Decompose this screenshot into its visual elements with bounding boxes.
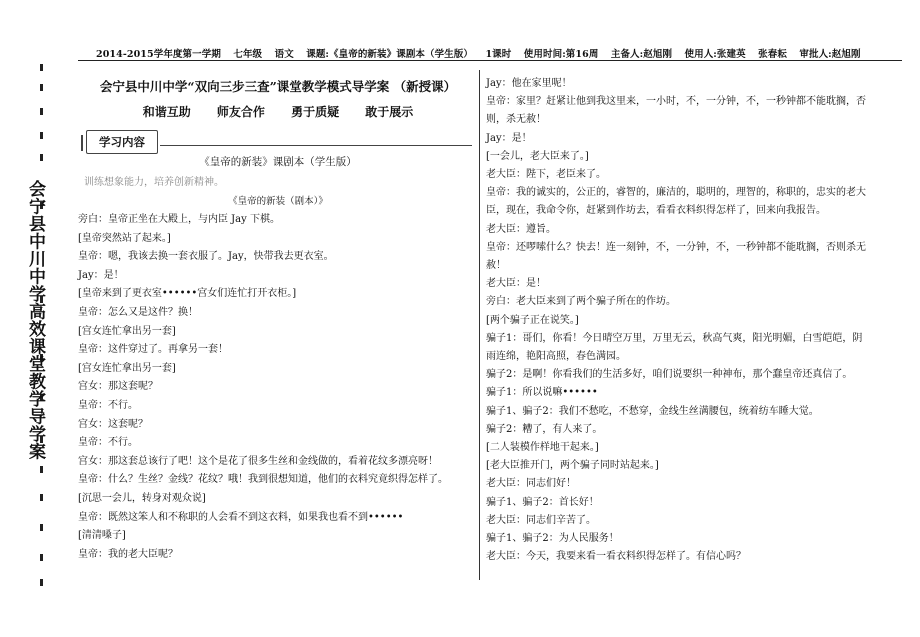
motto (78, 103, 478, 120)
script-line: 宫女：那这套呢？ (78, 381, 158, 393)
script-line: 雨连绵，艳阳高照，春色满园。 (486, 351, 626, 363)
script-line: [皇帝来到了更衣室••••••宫女们连忙打开衣柜。] (78, 288, 297, 300)
script-line: 皇帝：既然这笨人和不称职的人会看不到这衣料，如果我也看不到•••••• (78, 511, 404, 523)
script-line: 皇帝：我的老大臣呢？ (78, 548, 178, 560)
script-line: 皇帝：不行。 (78, 437, 138, 449)
script-line: [两个骗子正在说笑。] (486, 314, 579, 326)
header-subject: 语文 (274, 49, 294, 60)
header-approver: 审批人:赵旭刚 (799, 49, 861, 60)
script-line: 则，杀无赦！ (486, 114, 546, 126)
vertical-school-title: 会宁县中川中学高效课堂教学导学案 (25, 180, 45, 460)
script-line: 宫女：这套呢？ (78, 418, 148, 430)
script-line: 骗子1、骗子2：首长好！ (486, 496, 599, 508)
script-line: 旁白：老大臣来到了两个骗子所在的作坊。 (486, 296, 676, 308)
document-header (96, 46, 896, 60)
script-line: [老大臣推开门，两个骗子同时站起来。] (486, 460, 659, 472)
script-line: 皇帝：还啰嗦什么？快去！连一刻钟，不，一分钟，不，一秒钟都不能耽搁，否则杀无 (486, 241, 866, 253)
lesson-subtitle: 《皇帝的新装》课剧本（学生版） (199, 156, 357, 168)
left-script (78, 211, 478, 564)
script-line: 骗子1：所以说嘛•••••• (486, 387, 598, 399)
section-heading: 学习内容 (86, 130, 158, 154)
header-week: 使用时间:第16周 (523, 49, 599, 60)
script-line: [一会儿，老大臣来了。] (486, 150, 589, 162)
script-line: [宫女连忙拿出另一套] (78, 325, 176, 337)
section-rule (160, 145, 472, 146)
script-line: 骗子2：糟了，有人来了。 (486, 423, 603, 435)
script-line: 旁白：皇帝正坐在大殿上，与内臣 Jay 下棋。 (78, 214, 280, 225)
script-line: 皇帝：不行。 (78, 399, 138, 411)
script-line: 宫女：那这套总该行了吧！这个是花了很多生丝和金线做的，看着花纹多漂亮呀！ (78, 455, 438, 467)
script-line: 老大臣：同志们好！ (486, 478, 576, 490)
script-line: 骗子1、骗子2：为人民服务！ (486, 533, 619, 545)
script-line: 臣，现在，我命令你，赶紧到作坊去，看看衣料织得怎样了，回来向我报告。 (486, 205, 826, 217)
header-users: 使用人:张建英 (684, 49, 746, 60)
motto-item: 敢于展示 (365, 105, 414, 119)
header-rule (78, 60, 902, 61)
script-line: Jay：他在家里呢！ (486, 78, 572, 89)
motto-item: 勇于质疑 (291, 105, 340, 119)
script-line: 皇帝：这件穿过了。再拿另一套！ (78, 344, 228, 356)
script-line: [清清嗓子] (78, 530, 126, 542)
script-line: 皇帝：我的诚实的，公正的，睿智的，廉洁的，聪明的，理智的，称职的，忠实的老大 (486, 187, 866, 199)
script-line: [皇帝突然站了起来。] (78, 232, 171, 244)
play-title: 《皇帝的新装（剧本）》 (228, 196, 328, 207)
script-line: 赦！ (486, 260, 506, 272)
school-title: 会宁县中川中学“双向三步三查”课堂教学模式导学案 （新授课） (99, 79, 457, 94)
header-grade: 七年级 (233, 49, 263, 60)
script-line: 皇帝：怎么又是这件？换！ (78, 306, 198, 318)
script-line: 皇帝：家里？赶紧让他到我这里来，一小时，不，一分钟，不，一秒钟都不能耽搁，否 (486, 96, 866, 108)
script-line: 骗子1、骗子2：我们不愁吃，不愁穿，金线生丝满腰包，统着纺车睡大觉。 (486, 405, 819, 417)
script-line: 老大臣：遵旨。 (486, 223, 556, 235)
script-line: 皇帝：嗯，我该去换一套衣服了。Jay，快带我去更衣室。 (78, 251, 334, 263)
header-term: 2014-2015学年度第一学期 (96, 49, 221, 60)
script-line: 骗子1：哥们，你看！今日晴空万里，万里无云，秋高气爽，阳光明媚，白雪皑皑，阴 (486, 332, 863, 344)
script-line: Jay：是！ (78, 269, 124, 281)
motto-item: 师友合作 (216, 105, 265, 119)
script-line: 老大臣：是！ (486, 278, 546, 290)
script-line: [沉思一会儿，转身对观众说] (78, 492, 206, 504)
script-line: 老大臣：同志们辛苦了。 (486, 514, 596, 526)
lesson-objective: 训练想象能力，培养创新精神。 (84, 177, 224, 188)
script-line: [二人装模作样地干起来。] (486, 442, 599, 454)
script-line: 老大臣：今天，我要来看一看衣料织得怎样了。有信心吗？ (486, 551, 746, 563)
motto-item: 和谐互助 (142, 105, 191, 119)
header-topic: 课题:《皇帝的新装》课剧本（学生版） (306, 49, 474, 60)
script-line: [宫女连忙拿出另一套] (78, 362, 176, 374)
script-line: 骗子2：是啊！你看我们的生活多好，咱们说要织一种神布，那个蠢皇帝还真信了。 (486, 369, 853, 381)
script-line: Jay：是！ (486, 132, 532, 144)
column-divider (479, 70, 480, 580)
left-column (78, 75, 478, 564)
header-user2: 张春耘 (758, 49, 787, 60)
header-periods: 1课时 (485, 49, 512, 60)
header-preparer: 主备人:赵旭刚 (610, 49, 673, 60)
right-column (486, 75, 901, 566)
script-line: 皇帝：什么？生丝？金线？花纹？哦！我到很想知道，他们的衣料究竟织得怎样了。 (78, 474, 448, 486)
script-line: 老大臣：陛下，老臣来了。 (486, 169, 606, 181)
